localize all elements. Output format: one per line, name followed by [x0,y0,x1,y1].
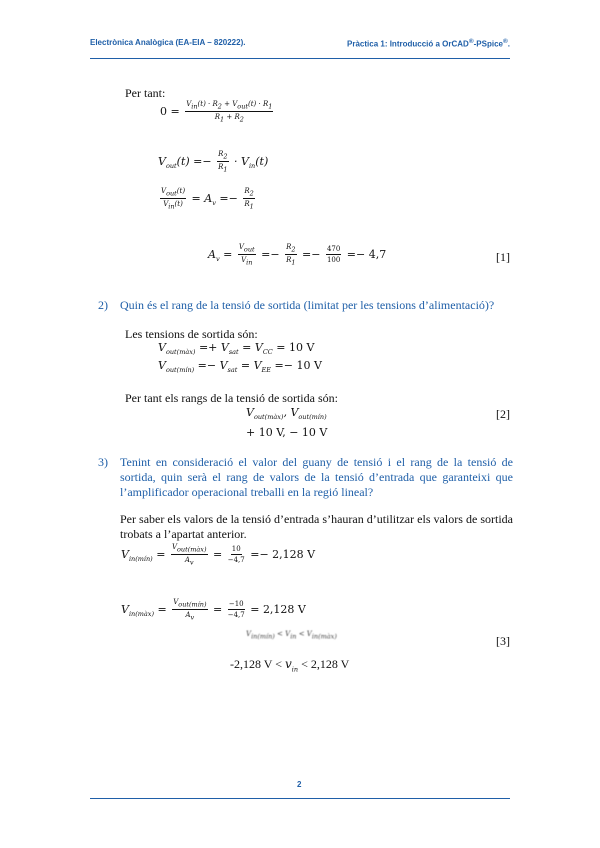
equation-vout: $V_{out}(t)$ =− $\frac{R_2}{R_1}$ · $V_{in}(t)$ [158,150,269,174]
eq-gain-r-fraction: $\frac{R_2}{R_1}$ [244,187,254,211]
eq-zero-denominator: $R_1 + R_2$ [214,113,244,124]
eq-zero-fraction [185,100,273,124]
question-3-number: 3) [98,455,108,469]
equation-vin-max: $V_{in(màx)}$ = $\frac{V_{out(mín)}}{A_v}$ = $\frac{-10}{-4,7}$ = 2,128 V [121,598,306,622]
equation-vin-min: $V_{in(mín)}$ = $\frac{V_{out(màx)}}{A_v}$ = $\frac{10}{-4,7}$ =− 2,128 V [121,543,316,567]
equation-zero [160,100,275,124]
eq-gain-fraction: $\frac{V_{out}(t)}{V_{in}(t)}$ [161,187,186,211]
header-practice-period: . [507,39,510,49]
output-ranges-intro: Per tant els rangs de la tensió de sortida són: [125,391,338,405]
page-number: 2 [297,780,302,789]
header-practice-text-2: -PSpice [473,39,503,49]
header-practice-text: Pràctica 1: Introducció a OrCAD [347,39,469,49]
equation-range-symbols: $V_{out(màx)}$, $V_{out(mín)}$ [246,406,327,422]
eq-av-result: − 4,7 [356,247,387,261]
eq-vout-fraction: $\frac{R_2}{R_1}$ [218,150,228,174]
range-upper: 2,128 V [310,657,350,671]
question-2-number: 2) [98,298,108,312]
equation-range-values: + 10 V, − 10 V [246,426,328,439]
range-lower: -2,128 V [230,657,273,671]
equation-reference-2: [2] [496,407,510,421]
eq-vinmin-result: − 2,128 V [259,547,316,561]
equation-av-value: $A_v$ = $\frac{V_{out}}{V_{in}}$ =− $\frac{R_2}{R_1}$ =− $\frac{470}{100}$ =− 4,7 [208,243,387,267]
equation-gain-ratio: $\frac{V_{out}(t)}{V_{in}(t)}$ = $A_v$ =− $\frac{R_2}{R_1}$ [161,187,254,211]
header-rule [90,58,510,59]
registered-mark-2: ® [502,38,508,45]
eq-vinmin-fraction-2: $\frac{10}{-4,7}$ [227,545,245,565]
registered-mark: ® [468,38,474,45]
header-practice-title [347,38,510,49]
question-3-answer: Per saber els valors de la tensió d’entrada s’hauran d’utilitzar els valors de sortida trobats a l’apartat anterior. [120,512,513,541]
equation-reference-3: [3] [496,634,510,648]
eq-zero-numerator: $V_{in}(t) \cdot R_2 + V_{out}(t) \cdot R_1$ [186,100,273,111]
output-voltages-intro: Les tensions de sortida són: [125,327,258,341]
input-voltage-range: -2,128 $V < v_{in} < 2,128$ V [230,657,350,674]
equation-vin-range-blurred: $V_{in(mín)} < V_{in} < V_{in(màx)}$ [246,630,337,641]
eq-vinmax-result: 2,128 V [262,602,306,616]
eq-av-fraction-2: $\frac{R_2}{R_1}$ [286,243,296,267]
question-2-text: Quin és el rang de la tensió de sortida (limitat per les tensions d’alimentació)? [120,298,495,312]
question-3-text: Tenint en consideració el valor del guany de tensió i el rang de la tensió de sortida, quin serà el rang de valors de la tensió d’entrada que garanteixi que l’amplificador operacional treballi en la regió lineal? [120,455,513,499]
eq-zero-lhs: 0 = [160,104,180,118]
equation-vout-max: $V_{out(màx)} =+ V_{sat} = V_{CC} = 10$ V [158,341,315,357]
equation-vout-min: $V_{out(mín)} =- V_{sat} = V_{EE} =- 10$ V [158,359,322,375]
header-course-title: Electrònica Analògica (EA-EIA – 820222). [90,38,246,47]
footer-rule [90,798,510,799]
eq-vinmax-fraction-2: $\frac{-10}{-4,7}$ [227,600,245,620]
eq-vinmax-fraction-1: $\frac{V_{out(mín)}}{A_v}$ [173,598,207,622]
equation-reference-1: [1] [496,250,510,264]
per-tant-label: Per tant: [125,86,166,100]
eq-av-fraction-3: $\frac{470}{100}$ [326,245,341,265]
eq-av-fraction-1: $\frac{V_{out}}{V_{in}}$ [238,243,255,267]
eq-vinmin-fraction-1: $\frac{V_{out(màx)}}{A_v}$ [171,543,207,567]
